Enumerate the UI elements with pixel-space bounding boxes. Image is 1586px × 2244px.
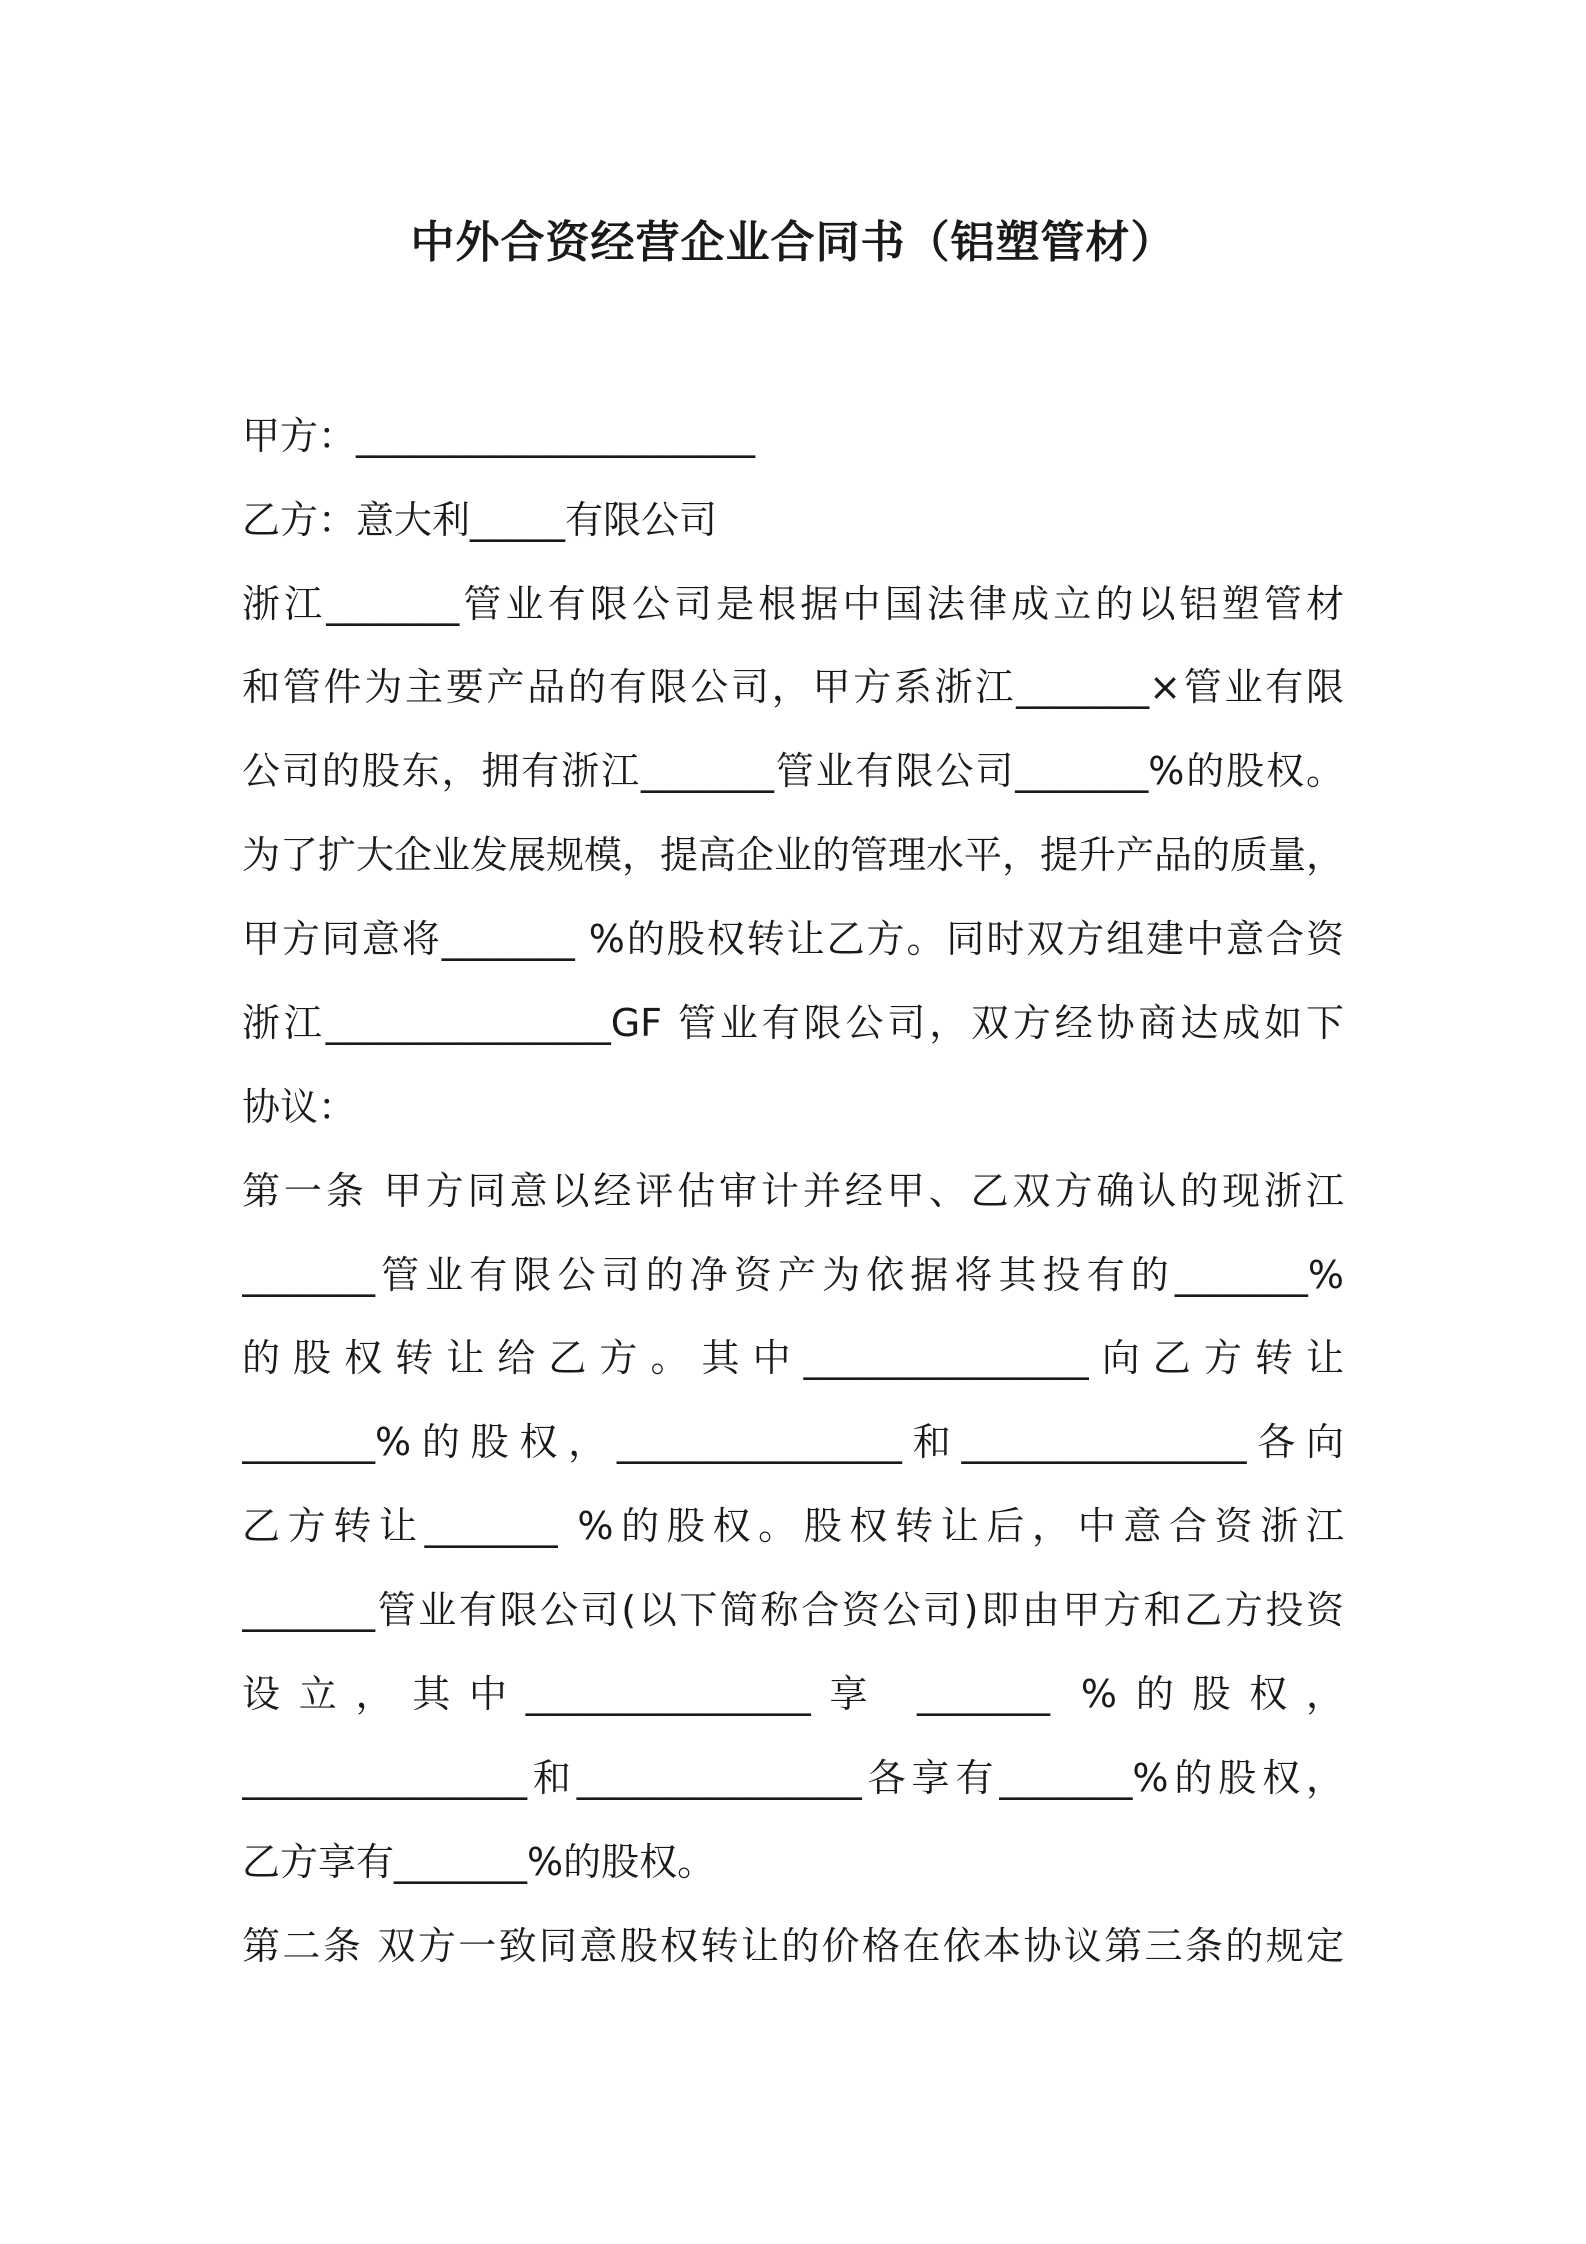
paragraph-line: 浙江_______________GF 管业有限公司，双方经协商达成如下	[242, 1001, 1344, 1045]
article-line: 第一条 甲方同意以经评估审计并经甲、乙双方确认的现浙江	[242, 1169, 1344, 1213]
article-line: _______管业有限公司(以下简称合资公司)即由甲方和乙方投资	[242, 1588, 1344, 1632]
article-line: _______%的股权，_______________和_______________各向	[242, 1420, 1344, 1464]
paragraph-line: 甲方同意将_______ %的股权转让乙方。同时双方组建中意合资	[242, 917, 1344, 961]
article-line: 第二条 双方一致同意股权转让的价格在依本协议第三条的规定	[242, 1924, 1344, 1968]
article-line: _______________和_______________各享有_______%的股权，	[242, 1756, 1344, 1800]
paragraph-line: 和管件为主要产品的有限公司，甲方系浙江_______×管业有限	[242, 665, 1344, 709]
party-b-line: 乙方：意大利_____有限公司	[242, 498, 718, 542]
article-line: 设立，其中_______________享 _______ %的股权，	[242, 1672, 1344, 1716]
paragraph-line: 协议：	[242, 1085, 357, 1129]
paragraph-line: 浙江_______管业有限公司是根据中国法律成立的以铝塑管材	[242, 582, 1344, 626]
party-a-line: 甲方：_____________________	[242, 414, 756, 458]
document-title: 中外合资经营企业合同书（铝塑管材）	[410, 217, 1176, 268]
paragraph-line: 为了扩大企业发展规模，提高企业的管理水平，提升产品的质量，	[242, 833, 1344, 877]
paragraph-line: 公司的股东，拥有浙江_______管业有限公司_______%的股权。	[242, 749, 1344, 793]
article-line: _______管业有限公司的净资产为依据将其投有的_______%	[242, 1253, 1344, 1297]
article-line: 乙方转让_______ %的股权。股权转让后，中意合资浙江	[242, 1504, 1344, 1548]
article-line: 乙方享有_______%的股权。	[242, 1840, 716, 1884]
article-line: 的股权转让给乙方。其中_______________向乙方转让	[242, 1336, 1344, 1380]
